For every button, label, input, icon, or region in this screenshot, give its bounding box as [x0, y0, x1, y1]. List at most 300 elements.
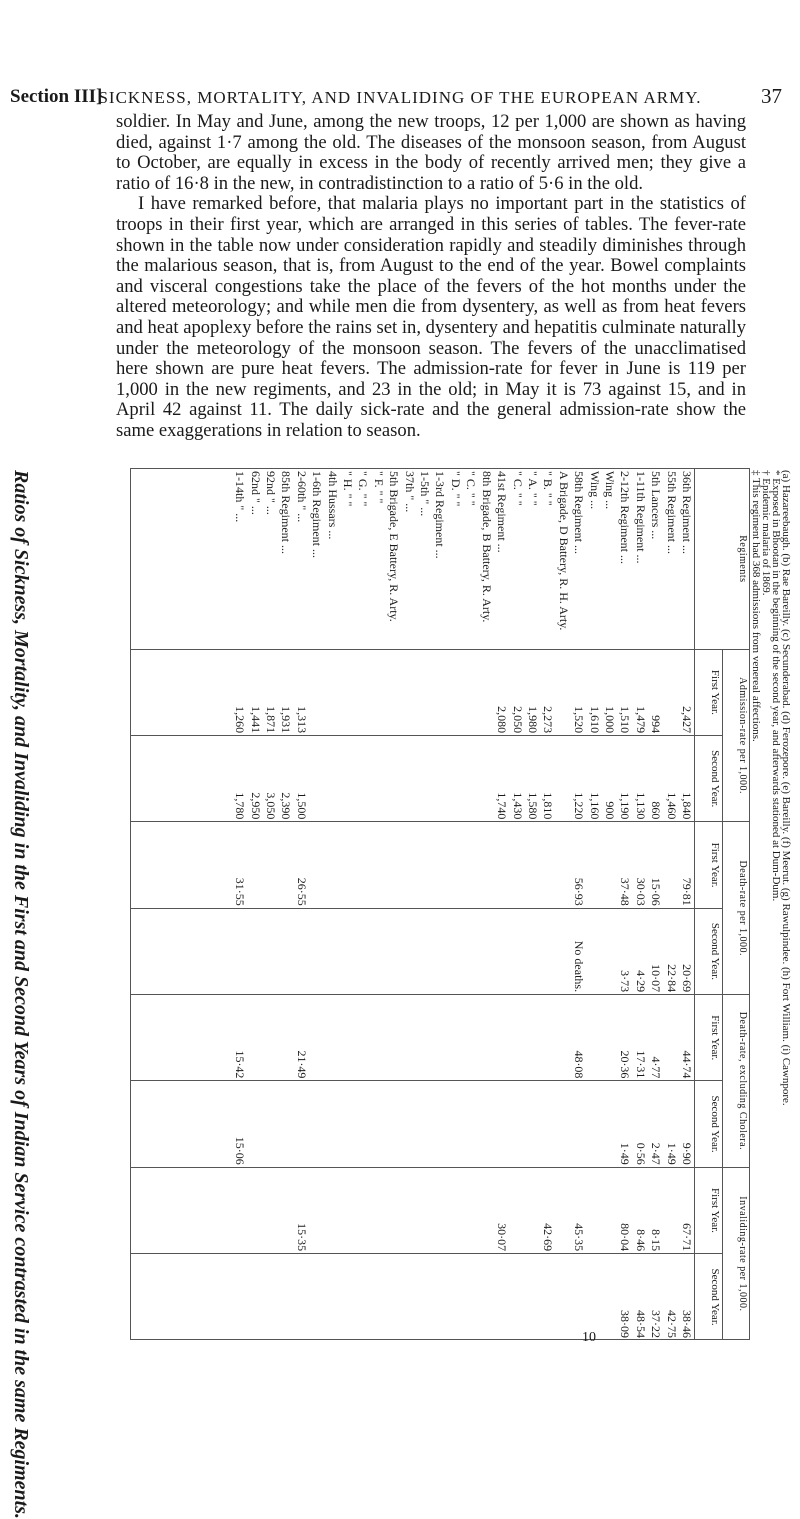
table-side-title — [8, 470, 34, 1519]
cell-i2 — [370, 1254, 385, 1340]
cell-a1 — [432, 649, 447, 735]
cell-i1: 8·15 — [648, 1167, 663, 1253]
footnote: * Exposed in Bhootan in the beginning of the second year, and afterwards stationed at Dum-Dum. — [770, 470, 782, 902]
cell-d1 — [602, 822, 617, 908]
section-label: Section III] — [10, 86, 103, 107]
ratios-table-rotated — [130, 468, 750, 1340]
cell-i1: 42·69 — [540, 1167, 555, 1253]
cell-a2: 1,780 — [130, 736, 247, 822]
cell-i1 — [432, 1167, 447, 1253]
cell-c2 — [247, 1081, 262, 1167]
cell-d1 — [478, 822, 493, 908]
cell-c2 — [263, 1081, 278, 1167]
cell-i2 — [417, 1254, 432, 1340]
cell-d1 — [401, 822, 416, 908]
table-row — [555, 469, 570, 1341]
regiment-name: " D. " " — [448, 469, 463, 650]
cell-a2: 1,190 — [617, 736, 632, 822]
cell-a1 — [386, 649, 401, 735]
cell-d2 — [263, 908, 278, 994]
cell-a1 — [401, 649, 416, 735]
cell-c1 — [494, 995, 509, 1081]
regiment-name: Wing ... — [586, 469, 601, 650]
data-table — [130, 468, 750, 1340]
cell-i2 — [586, 1254, 601, 1340]
header-cholera: Death-rate, excluding Cholera. — [723, 995, 750, 1168]
cell-a2: 1,500 — [293, 736, 308, 822]
cell-a1 — [340, 649, 355, 735]
cell-d1 — [417, 822, 432, 908]
cell-a2 — [555, 736, 570, 822]
cell-c1 — [509, 995, 524, 1081]
regiment-name: 1-11th Regiment ... — [632, 469, 647, 650]
cell-d1 — [309, 822, 324, 908]
cell-i2 — [130, 1254, 247, 1340]
header-death: Death-rate per 1,000. — [723, 822, 750, 995]
cell-i1 — [448, 1167, 463, 1253]
regiment-name: 41st Regiment ... — [494, 469, 509, 650]
cell-c2 — [540, 1081, 555, 1167]
cell-i2 — [463, 1254, 478, 1340]
regiment-name: " B. " " — [540, 469, 555, 650]
sub-second: Second Year. — [695, 908, 723, 994]
cell-d2 — [401, 908, 416, 994]
cell-c2 — [602, 1081, 617, 1167]
cell-i1 — [324, 1167, 339, 1253]
cell-c2 — [509, 1081, 524, 1167]
cell-c1 — [340, 995, 355, 1081]
cell-i2 — [602, 1254, 617, 1340]
cell-i2 — [355, 1254, 370, 1340]
cell-c2 — [370, 1081, 385, 1167]
cell-a1 — [478, 649, 493, 735]
cell-d2 — [340, 908, 355, 994]
regiment-name: 5th Lancers ... — [648, 469, 663, 650]
cell-i2 — [293, 1254, 308, 1340]
cell-i1 — [602, 1167, 617, 1253]
cell-a1: 1,313 — [293, 649, 308, 735]
cell-i2: 42·75 — [663, 1254, 678, 1340]
cell-d1: 30·03 — [632, 822, 647, 908]
cell-c1: 44·74 — [679, 995, 695, 1081]
cell-c2 — [324, 1081, 339, 1167]
cell-i2 — [571, 1254, 586, 1340]
regiment-name: A Brigade, D Battery, R. H. Arty. — [555, 469, 570, 650]
cell-a2: 1,430 — [509, 736, 524, 822]
table-row — [509, 469, 524, 1341]
regiment-name: " F. " " — [370, 469, 385, 650]
cell-c1 — [478, 995, 493, 1081]
cell-i2: 38·46 — [679, 1254, 695, 1340]
regiment-name: 92nd " ... — [263, 469, 278, 650]
cell-d2 — [293, 908, 308, 994]
table-title-text: Ratios of Sickness, Mortality, and Invaliding in the First and Second Years of Indian Service contrasted in the same Regiments. — [10, 470, 32, 1519]
table-row — [370, 469, 385, 1341]
cell-c1 — [247, 995, 262, 1081]
sub-first: First Year. — [695, 1167, 723, 1253]
cell-d2: 3·73 — [617, 908, 632, 994]
cell-c2 — [478, 1081, 493, 1167]
cell-c1 — [525, 995, 540, 1081]
cell-c1: 4·77 — [648, 995, 663, 1081]
cell-d1 — [386, 822, 401, 908]
table-row — [278, 469, 293, 1341]
table-row — [617, 469, 632, 1341]
cell-d2 — [525, 908, 540, 994]
regiment-name: " A. " " — [525, 469, 540, 650]
cell-d2 — [247, 908, 262, 994]
footnote: † Epidemic malaria of 1869. — [760, 470, 772, 596]
cell-d1 — [463, 822, 478, 908]
cell-d2: 4·29 — [632, 908, 647, 994]
cell-d1 — [340, 822, 355, 908]
cell-a2: 860 — [648, 736, 663, 822]
table-row — [401, 469, 416, 1341]
cell-d2 — [602, 908, 617, 994]
cell-a1 — [463, 649, 478, 735]
regiment-name: 5th Brigade, E Battery, R. Arty. — [386, 469, 401, 650]
cell-a1: 994 — [648, 649, 663, 735]
cell-d1: 15·06 — [648, 822, 663, 908]
sub-second: Second Year. — [695, 736, 723, 822]
cell-c1: 20·36 — [617, 995, 632, 1081]
cell-c2 — [525, 1081, 540, 1167]
cell-i2: 48·54 — [632, 1254, 647, 1340]
regiment-name: 1-14th " ... — [130, 469, 247, 650]
cell-a2: 2,390 — [278, 736, 293, 822]
table-row — [263, 469, 278, 1341]
cell-i1 — [586, 1167, 601, 1253]
regiment-name: " H. " " — [340, 469, 355, 650]
cell-i2: 37·22 — [648, 1254, 663, 1340]
cell-d2: 20·69 — [679, 908, 695, 994]
cell-c1: 17·31 — [632, 995, 647, 1081]
cell-a1: 1,980 — [525, 649, 540, 735]
regiment-name: 85th Regiment ... — [278, 469, 293, 650]
regiment-name: 8th Brigade, B Battery, R. Arty. — [478, 469, 493, 650]
regiment-name: 55th Regiment ... — [663, 469, 678, 650]
cell-a2: 3,050 — [263, 736, 278, 822]
table-row — [130, 469, 247, 1341]
cell-i1: 45·35 — [571, 1167, 586, 1253]
cell-i1: 67·71 — [679, 1167, 695, 1253]
cell-d2 — [555, 908, 570, 994]
regiment-name: 37th " ... — [401, 469, 416, 650]
table-row — [679, 469, 695, 1341]
cell-a2: 1,130 — [632, 736, 647, 822]
cell-a1 — [417, 649, 432, 735]
regiment-name: 1-3rd Regiment ... — [432, 469, 447, 650]
cell-c2 — [278, 1081, 293, 1167]
cell-i2 — [494, 1254, 509, 1340]
cell-a2 — [463, 736, 478, 822]
cell-a1 — [663, 649, 678, 735]
cell-d1 — [370, 822, 385, 908]
footnote: ‡ This regiment had 368 admissions from venereal affections. — [750, 470, 762, 742]
cell-d1 — [432, 822, 447, 908]
cell-d1: 26·55 — [293, 822, 308, 908]
cell-i2 — [401, 1254, 416, 1340]
table-row — [355, 469, 370, 1341]
cell-a1: 1,931 — [278, 649, 293, 735]
cell-a2 — [448, 736, 463, 822]
body-text — [116, 112, 746, 442]
cell-d2 — [324, 908, 339, 994]
cell-d1 — [247, 822, 262, 908]
cell-d2 — [509, 908, 524, 994]
cell-i1 — [309, 1167, 324, 1253]
regiment-name: Wing ... — [602, 469, 617, 650]
cell-i2 — [509, 1254, 524, 1340]
cell-a1: 1,000 — [602, 649, 617, 735]
cell-i1 — [663, 1167, 678, 1253]
cell-a2 — [309, 736, 324, 822]
cell-a1: 1,871 — [263, 649, 278, 735]
cell-c1 — [324, 995, 339, 1081]
table-row — [247, 469, 262, 1341]
cell-d2 — [417, 908, 432, 994]
cell-a1: 1,610 — [586, 649, 601, 735]
table-row — [525, 469, 540, 1341]
cell-c2: 1·49 — [617, 1081, 632, 1167]
cell-c2: 2·47 — [648, 1081, 663, 1167]
table-row — [478, 469, 493, 1341]
cell-i1 — [555, 1167, 570, 1253]
cell-i2 — [324, 1254, 339, 1340]
cell-c1 — [355, 995, 370, 1081]
cell-i1 — [463, 1167, 478, 1253]
cell-i1 — [525, 1167, 540, 1253]
cell-d2 — [386, 908, 401, 994]
cell-i1 — [509, 1167, 524, 1253]
table-body — [130, 469, 695, 1341]
running-header — [0, 80, 800, 110]
cell-i2 — [247, 1254, 262, 1340]
cell-d2 — [478, 908, 493, 994]
cell-i1 — [130, 1167, 247, 1253]
cell-d2 — [130, 908, 247, 994]
sub-second: Second Year. — [695, 1081, 723, 1167]
cell-a2 — [478, 736, 493, 822]
table-row — [386, 469, 401, 1341]
cell-c1 — [540, 995, 555, 1081]
cell-c2 — [401, 1081, 416, 1167]
regiment-name: 2-60th " ... — [293, 469, 308, 650]
sub-second: Second Year. — [695, 1254, 723, 1340]
cell-a2 — [401, 736, 416, 822]
cell-i1 — [386, 1167, 401, 1253]
table-row — [663, 469, 678, 1341]
cell-c1 — [309, 995, 324, 1081]
cell-c1 — [401, 995, 416, 1081]
group-header-row — [723, 469, 750, 1341]
table-row — [340, 469, 355, 1341]
cell-a1 — [324, 649, 339, 735]
cell-c2 — [355, 1081, 370, 1167]
cell-i2: 38·09 — [617, 1254, 632, 1340]
cell-a2: 1,840 — [679, 736, 695, 822]
cell-a1: 2,050 — [509, 649, 524, 735]
cell-i1 — [278, 1167, 293, 1253]
cell-c2 — [555, 1081, 570, 1167]
cell-a2 — [340, 736, 355, 822]
table-row — [448, 469, 463, 1341]
cell-c1: 48·08 — [571, 995, 586, 1081]
cell-i2 — [478, 1254, 493, 1340]
cell-i1 — [401, 1167, 416, 1253]
cell-c2 — [463, 1081, 478, 1167]
cell-c1: 21·49 — [293, 995, 308, 1081]
cell-c2: 9·90 — [679, 1081, 695, 1167]
table-row — [648, 469, 663, 1341]
running-title: SICKNESS, MORTALITY, AND INVALIDING OF THE EUROPEAN ARMY. — [98, 88, 702, 107]
cell-i2 — [540, 1254, 555, 1340]
header-admission: Admission-rate per 1,000. — [723, 649, 750, 822]
regiment-name: " G. " " — [355, 469, 370, 650]
cell-c2 — [309, 1081, 324, 1167]
cell-a2 — [370, 736, 385, 822]
cell-d1 — [448, 822, 463, 908]
cell-c2: 1·49 — [663, 1081, 678, 1167]
cell-c2 — [586, 1081, 601, 1167]
cell-d2 — [494, 908, 509, 994]
cell-i1 — [263, 1167, 278, 1253]
cell-d2 — [540, 908, 555, 994]
ratios-table — [130, 468, 750, 1340]
cell-c1 — [463, 995, 478, 1081]
regiment-name: 4th Hussars ... — [324, 469, 339, 650]
cell-i1 — [370, 1167, 385, 1253]
cell-a1: 2,080 — [494, 649, 509, 735]
table-row — [540, 469, 555, 1341]
cell-a1 — [355, 649, 370, 735]
cell-c1 — [263, 995, 278, 1081]
table-row — [293, 469, 308, 1341]
cell-a2 — [324, 736, 339, 822]
cell-a2: 900 — [602, 736, 617, 822]
cell-a2: 2,950 — [247, 736, 262, 822]
regiment-name: 1-5th " ... — [417, 469, 432, 650]
sub-first: First Year. — [695, 995, 723, 1081]
cell-i2 — [263, 1254, 278, 1340]
regiment-name: " C. " " — [509, 469, 524, 650]
cell-d1: 79·81 — [679, 822, 695, 908]
cell-a2 — [432, 736, 447, 822]
cell-d1 — [278, 822, 293, 908]
regiment-name: 36th Regiment ... — [679, 469, 695, 650]
cell-a1: 2,427 — [679, 649, 695, 735]
cell-c1 — [663, 995, 678, 1081]
cell-i2 — [278, 1254, 293, 1340]
cell-i2 — [309, 1254, 324, 1340]
cell-d1 — [494, 822, 509, 908]
table-row — [324, 469, 339, 1341]
cell-c2 — [417, 1081, 432, 1167]
table-row — [571, 469, 586, 1341]
header-regiments: Regiments — [695, 469, 751, 650]
plate-page-number: 10 — [582, 1330, 596, 1345]
cell-d2 — [278, 908, 293, 994]
cell-d2 — [432, 908, 447, 994]
table-row — [417, 469, 432, 1341]
cell-i1 — [355, 1167, 370, 1253]
cell-i1 — [478, 1167, 493, 1253]
cell-d2: 10·07 — [648, 908, 663, 994]
sub-first: First Year. — [695, 649, 723, 735]
cell-c1 — [432, 995, 447, 1081]
cell-c1 — [448, 995, 463, 1081]
cell-d1: 56·93 — [571, 822, 586, 908]
table-row — [463, 469, 478, 1341]
cell-d2 — [309, 908, 324, 994]
cell-d1 — [525, 822, 540, 908]
cell-a2 — [417, 736, 432, 822]
cell-d2: No deaths. — [571, 908, 586, 994]
cell-a2: 1,160 — [586, 736, 601, 822]
cell-d1: 31·55 — [130, 822, 247, 908]
cell-i1: 80·04 — [617, 1167, 632, 1253]
cell-c1 — [370, 995, 385, 1081]
cell-a1: 1,520 — [571, 649, 586, 735]
cell-i2 — [340, 1254, 355, 1340]
cell-d1 — [663, 822, 678, 908]
sub-first: First Year. — [695, 822, 723, 908]
cell-a1: 1,510 — [617, 649, 632, 735]
cell-i1: 30·07 — [494, 1167, 509, 1253]
table-row — [586, 469, 601, 1341]
cell-i1: 8·46 — [632, 1167, 647, 1253]
table-row — [432, 469, 447, 1341]
cell-d2 — [586, 908, 601, 994]
cell-d1 — [586, 822, 601, 908]
cell-i1 — [417, 1167, 432, 1253]
cell-d1: 37·48 — [617, 822, 632, 908]
cell-c2 — [448, 1081, 463, 1167]
regiment-name: " C. " " — [463, 469, 478, 650]
table-row — [632, 469, 647, 1341]
cell-a1: 1,260 — [130, 649, 247, 735]
regiment-name: 1-6th Regiment ... — [309, 469, 324, 650]
paragraph-2: I have remarked before, that malaria plays no important part in the statistics of troops in their first year, which are arranged in this series of tables. The fever-rate shown in the table now under consideration rapidly and steadily diminishes through the malarious season, that is, from August to the end of the year. Bowel complaints and visceral congestions take the place of the fevers of the hot months under the altered meteorology; and while men die from dysentery, as well as from heat fevers and heat apoplexy before the rains set in, dysentery and hepatitis culminate naturally under the meteorology of the monsoon season. The fevers of the unacclimatised here shown are pure heat fevers. The admission-rate for fever in June is 119 per 1,000 in the new regiments, and 23 in the old; in May it is 73 against 15, and in April 42 against 11. The daily sick-rate and the general admission-rate show the same exaggerations in relation to season. — [116, 193, 746, 441]
regiment-name: 58th Regiment ... — [571, 469, 586, 650]
table-row — [602, 469, 617, 1341]
cell-c2 — [432, 1081, 447, 1167]
cell-c1 — [278, 995, 293, 1081]
cell-i1 — [340, 1167, 355, 1253]
cell-d2 — [370, 908, 385, 994]
cell-d2 — [355, 908, 370, 994]
cell-c1 — [417, 995, 432, 1081]
page-number-top: 37 — [761, 84, 782, 108]
cell-a2 — [355, 736, 370, 822]
cell-d1 — [555, 822, 570, 908]
cell-a2: 1,580 — [525, 736, 540, 822]
cell-a2: 1,810 — [540, 736, 555, 822]
header-invaliding: Invaliding-rate per 1,000. — [723, 1167, 750, 1340]
regiment-name: 2-12th Regiment ... — [617, 469, 632, 650]
cell-i2 — [525, 1254, 540, 1340]
cell-a1 — [448, 649, 463, 735]
cell-i2 — [555, 1254, 570, 1340]
cell-i2 — [448, 1254, 463, 1340]
cell-d1 — [355, 822, 370, 908]
regiment-name: 62nd " ... — [247, 469, 262, 650]
cell-d2: 22·84 — [663, 908, 678, 994]
cell-c2: 15·06 — [130, 1081, 247, 1167]
cell-d1 — [509, 822, 524, 908]
footnote: (a) Hazareebaugh. (b) Rae Bareilly. (c) Secunderabad. (d) Ferozepore. (e) Bareilly. (f) Meerut. (g) Rawulpindee. (h) Fort William. (i) Cawnpore. — [780, 470, 792, 1106]
cell-c1 — [586, 995, 601, 1081]
